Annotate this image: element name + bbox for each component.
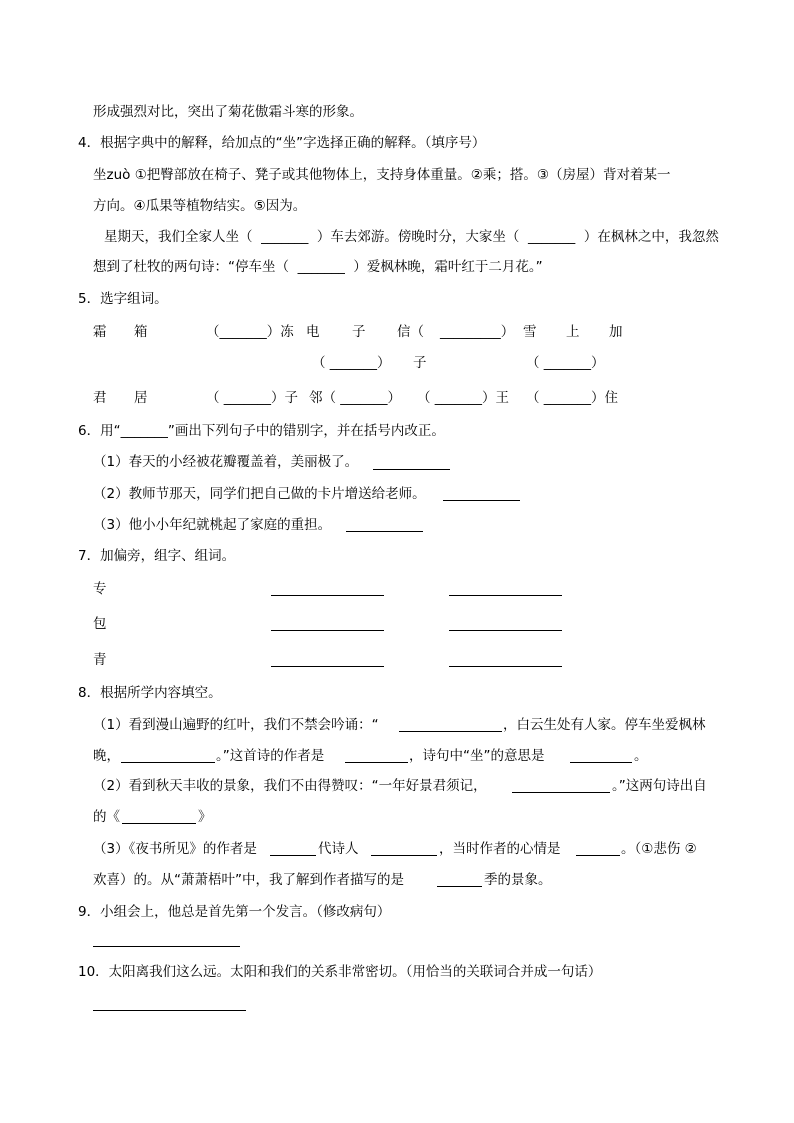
q8-p1-line1b: ，白云生处有人家。停车坐爱枫林 — [503, 717, 706, 733]
q6-item1: （1）春天的小经被花瓣覆盖着，美丽极了。 — [93, 454, 359, 470]
q8-p3-line1a: （3）《夜书所见》的作者是 — [93, 841, 257, 857]
q6-answer-line3 — [346, 531, 423, 532]
q10-answer-line — [93, 1010, 246, 1011]
q6-answer-line2 — [443, 500, 520, 501]
q5-char-shuang: 霜 — [93, 324, 107, 340]
q6-item3: （3）他小小年纪就桃起了家庭的重担。 — [93, 517, 332, 533]
q5-char-ju: 居 — [134, 390, 148, 406]
q4-passage-line2: 想到了杜牧的两句诗：“停车坐（ _______ ）爱枫林晚，霜叶红于二月花。” — [93, 259, 543, 275]
q6-title: 6．用“_______”画出下列句子中的错别字，并在括号内改正。 — [78, 423, 445, 439]
q8-p1-blank-meaning — [570, 762, 632, 763]
q4-definition-line2: 方向。④瓜果等植物结实。⑤因为。 — [93, 198, 307, 214]
q8-p3-line2a: 欢喜）的。从“萧萧梧叶”中，我了解到作者描写的是 — [93, 872, 404, 888]
q8-p1-line2b: 。”这首诗的作者是 — [216, 748, 325, 764]
q7-line3a — [271, 666, 384, 667]
q7-title: 7．加偏旁，组字、组词。 — [78, 548, 236, 564]
q8-p3-blank-mood — [576, 855, 620, 856]
q7-char-zhuan: 专 — [93, 581, 107, 597]
q8-p2-line2b: 》 — [198, 809, 212, 825]
q6-item2: （2）教师节那天，同学们把自己做的卡片增送给老师。 — [93, 486, 426, 502]
q5-blank-wang: （ _______）王 — [417, 390, 510, 406]
q5-char-xue: 雪 — [523, 324, 537, 340]
q5-blank-zhu: （ _______）住 — [526, 390, 619, 406]
q5-blank-xin: 信（ — [397, 324, 424, 340]
q5-blank-row2a: （ _______） — [312, 355, 391, 371]
q5-char-zi2: 子 — [413, 355, 427, 371]
intro-text: 形成强烈对比，突出了菊花傲霜斗寒的形象。 — [93, 104, 363, 120]
q8-p2-blank1 — [512, 792, 610, 793]
q5-blank-dong: （_______）冻 — [206, 324, 294, 340]
q5-blank-lin: 邻（ _______） — [309, 390, 402, 406]
q8-title: 8．根据所学内容填空。 — [78, 685, 222, 701]
q9-title: 9．小组会上，他总是首先第一个发言。（修改病句） — [78, 904, 391, 920]
q7-line3b — [449, 666, 562, 667]
q9-answer-line — [93, 946, 240, 947]
q5-char-jia: 加 — [609, 324, 623, 340]
q5-char-jun: 君 — [93, 390, 107, 406]
q8-p1-line1: （1）看到漫山遍野的红叶，我们不禁会吟诵：“ — [93, 717, 379, 733]
q8-p3-blank-season — [437, 886, 482, 887]
q7-line2b — [449, 630, 562, 631]
q7-line1b — [449, 595, 562, 596]
q4-passage-line1: 星期天，我们全家人坐（ _______ ）车去郊游。傍晚时分，大家坐（ _______ ）在枫林之中，我忽然 — [104, 229, 719, 245]
q5-char-shang: 上 — [566, 324, 580, 340]
q7-char-bao: 包 — [93, 616, 107, 632]
q8-p3-line1d: 。（①悲伤 ② — [621, 841, 697, 857]
q8-p3-blank-poet — [371, 855, 437, 856]
q8-p3-line2b: 季的景象。 — [484, 872, 552, 888]
q10-title: 10．太阳离我们这么远。太阳和我们的关系非常密切。（用恰当的关联词合并成一句话） — [78, 964, 602, 980]
q5-blank-row2b: （ _______） — [526, 355, 605, 371]
q6-answer-line1 — [373, 469, 450, 470]
q8-p1-blank1 — [399, 731, 502, 732]
q5-title: 5．选字组词。 — [78, 291, 168, 307]
q8-p2-line1b: 。”这两句诗出自 — [612, 778, 707, 794]
q5-blank-zi: （ _______）子 — [206, 390, 299, 406]
q5-char-xiang: 箱 — [134, 324, 148, 340]
q8-p1-line2c: ，诗句中“坐”的意思是 — [409, 748, 545, 764]
q4-definition-line1: 坐zuò ①把臀部放在椅子、凳子或其他物体上，支持身体重量。②乘；搭。③（房屋）背对着某一 — [93, 167, 671, 183]
q7-line1a — [271, 595, 384, 596]
q8-p3-blank-dynasty — [270, 855, 316, 856]
q8-p2-line1: （2）看到秋天丰收的景象，我们不由得赞叹：“一年好景君须记， — [93, 778, 487, 794]
q8-p1-line2d: 。 — [634, 748, 648, 764]
q5-char-zi: 子 — [352, 324, 366, 340]
q8-p1-line2: 晚， — [93, 748, 120, 764]
q8-p3-line1c: ，当时作者的心情是 — [439, 841, 561, 857]
q8-p2-line2: 的《 — [93, 809, 120, 825]
q5-blank-xin-end: _________） — [440, 324, 515, 340]
q4-title: 4．根据字典中的解释，给加点的“坐”字选择正确的解释。（填序号） — [78, 135, 486, 151]
q8-p3-line1b: 代诗人 — [318, 841, 359, 857]
q8-p1-blank-author — [345, 762, 408, 763]
q7-line2a — [271, 630, 384, 631]
q7-char-qing: 青 — [93, 652, 107, 668]
q8-p1-blank2 — [121, 762, 215, 763]
q5-char-dian: 电 — [306, 324, 320, 340]
q8-p2-blank-book — [122, 823, 196, 824]
